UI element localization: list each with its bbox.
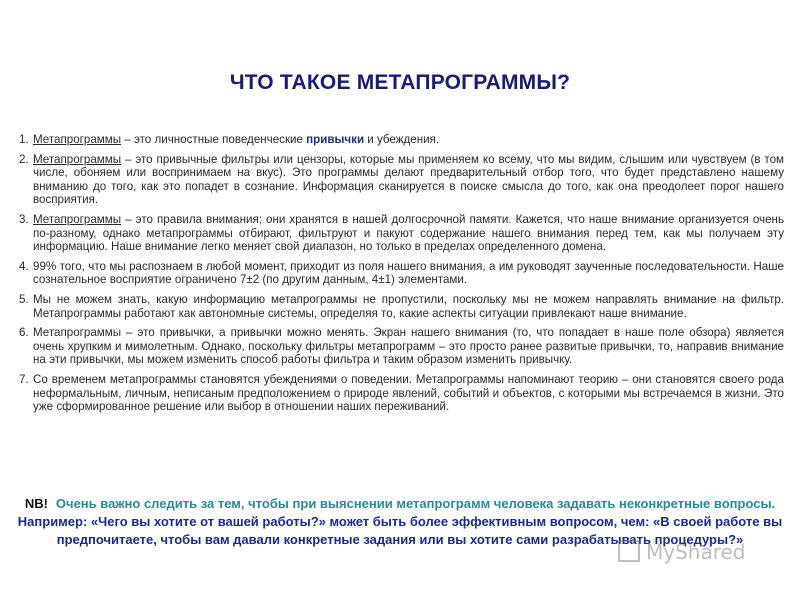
list-item — [19, 133, 784, 147]
metaprogram-list — [19, 133, 784, 420]
item-number: 4. — [19, 259, 29, 273]
item-term: Метапрограммы — [33, 152, 122, 166]
watermark-logo-icon — [618, 540, 640, 562]
list-item — [19, 373, 784, 414]
item-text: Мы не можем знать, какую информацию метапрограммы не пропустили, поскольку мы не можем направлять внимание на фильтр. Метапрограммы работают как автономные системы, определяя то, какие аспекты ситуации привлекают наше внимание. — [33, 292, 784, 320]
item-number: 6. — [19, 326, 29, 340]
item-number: 3. — [19, 212, 29, 226]
item-number: 7. — [19, 372, 29, 386]
watermark — [618, 540, 746, 564]
watermark-text: MyShared — [646, 540, 746, 564]
item-text: Со временем метапрограммы становятся убеждениями о поведении. Метапрограммы напоминают теорию – они становятся своего рода неформальным, личным, неписаным предположением о природе явлений, событий и объектов, с которыми мы встречаемся в жизни. Это уже сформированное решение или выбор в отношении наших переживаний. — [33, 372, 784, 414]
list-item — [19, 293, 784, 320]
nb-text: Очень важно следить за тем, чтобы при выяснении метапрограмм человека задавать неконкретные вопросы. — [55, 496, 776, 511]
item-text: 99% того, что мы распознаем в любой момент, приходит из поля нашего внимания, а им руководят заученные последовательности. Наше сознательное восприятие ограничено 7±2 (по другим данным, 4±1) элементами. — [33, 259, 784, 287]
list-item — [19, 260, 784, 287]
page-title: ЧТО ТАКОЕ МЕТАПРОГРАММЫ? — [229, 71, 571, 94]
item-number: 2. — [19, 152, 29, 166]
item-highlight: привычки — [306, 133, 365, 146]
item-number: 1. — [19, 133, 29, 146]
item-text: – это личностные поведенческие — [121, 133, 307, 146]
item-text: и убеждения. — [364, 133, 440, 146]
item-text: – это правила внимания; они хранятся в нашей долгосрочной памяти. Кажется, что наше внимание организуется очень по-разному, однако метапрограммы отбирают, фильтруют и пакуют содержание нашего внимания перед тем, как мы получаем эту информацию. Наше внимание легко меняет свой диапазон, но только в пределах определенного домена. — [33, 212, 784, 254]
nb-line — [0, 495, 800, 513]
item-text: – это привычные фильтры или цензоры, которые мы применяем ко всему, что мы видим, слышим или чувствуем (в том числе, обоняем или воспринимаем на вкус). Это программы делают предварительный отбор того, что будет представлено нашему вниманию до того, как это попадет в сознание. Информация сканируется в поиске смысла до того, как она преодолеет порог нашего восприятия. — [33, 152, 784, 207]
nb-label: NB! — [24, 496, 48, 511]
item-term: Метапрограммы — [33, 133, 122, 146]
item-term: Метапрограммы — [33, 212, 122, 226]
item-number: 5. — [19, 292, 29, 306]
list-item — [19, 326, 784, 367]
list-item — [19, 213, 784, 254]
nb-example: Например: «Чего вы хотите от вашей работы?» может быть более эффективным вопросом, чем: «В своей работе вы предпочитаете, чтобы вам давали конкретные задания или вы хотите сами разрабатывать процедуры?» — [17, 514, 783, 547]
item-text: Метапрограммы – это привычки, а привычки можно менять. Экран нашего внимания (то, что попадает в наше поле обзора) является очень хрупким и мимолетным. Однако, поскольку фильтры метапрограмм – это просто ранее развитые привычки, то, направив внимание на эти привычки, мы можем изменить способ работы фильтра и таким образом изменить привычку. — [33, 326, 784, 367]
list-item — [19, 153, 784, 207]
